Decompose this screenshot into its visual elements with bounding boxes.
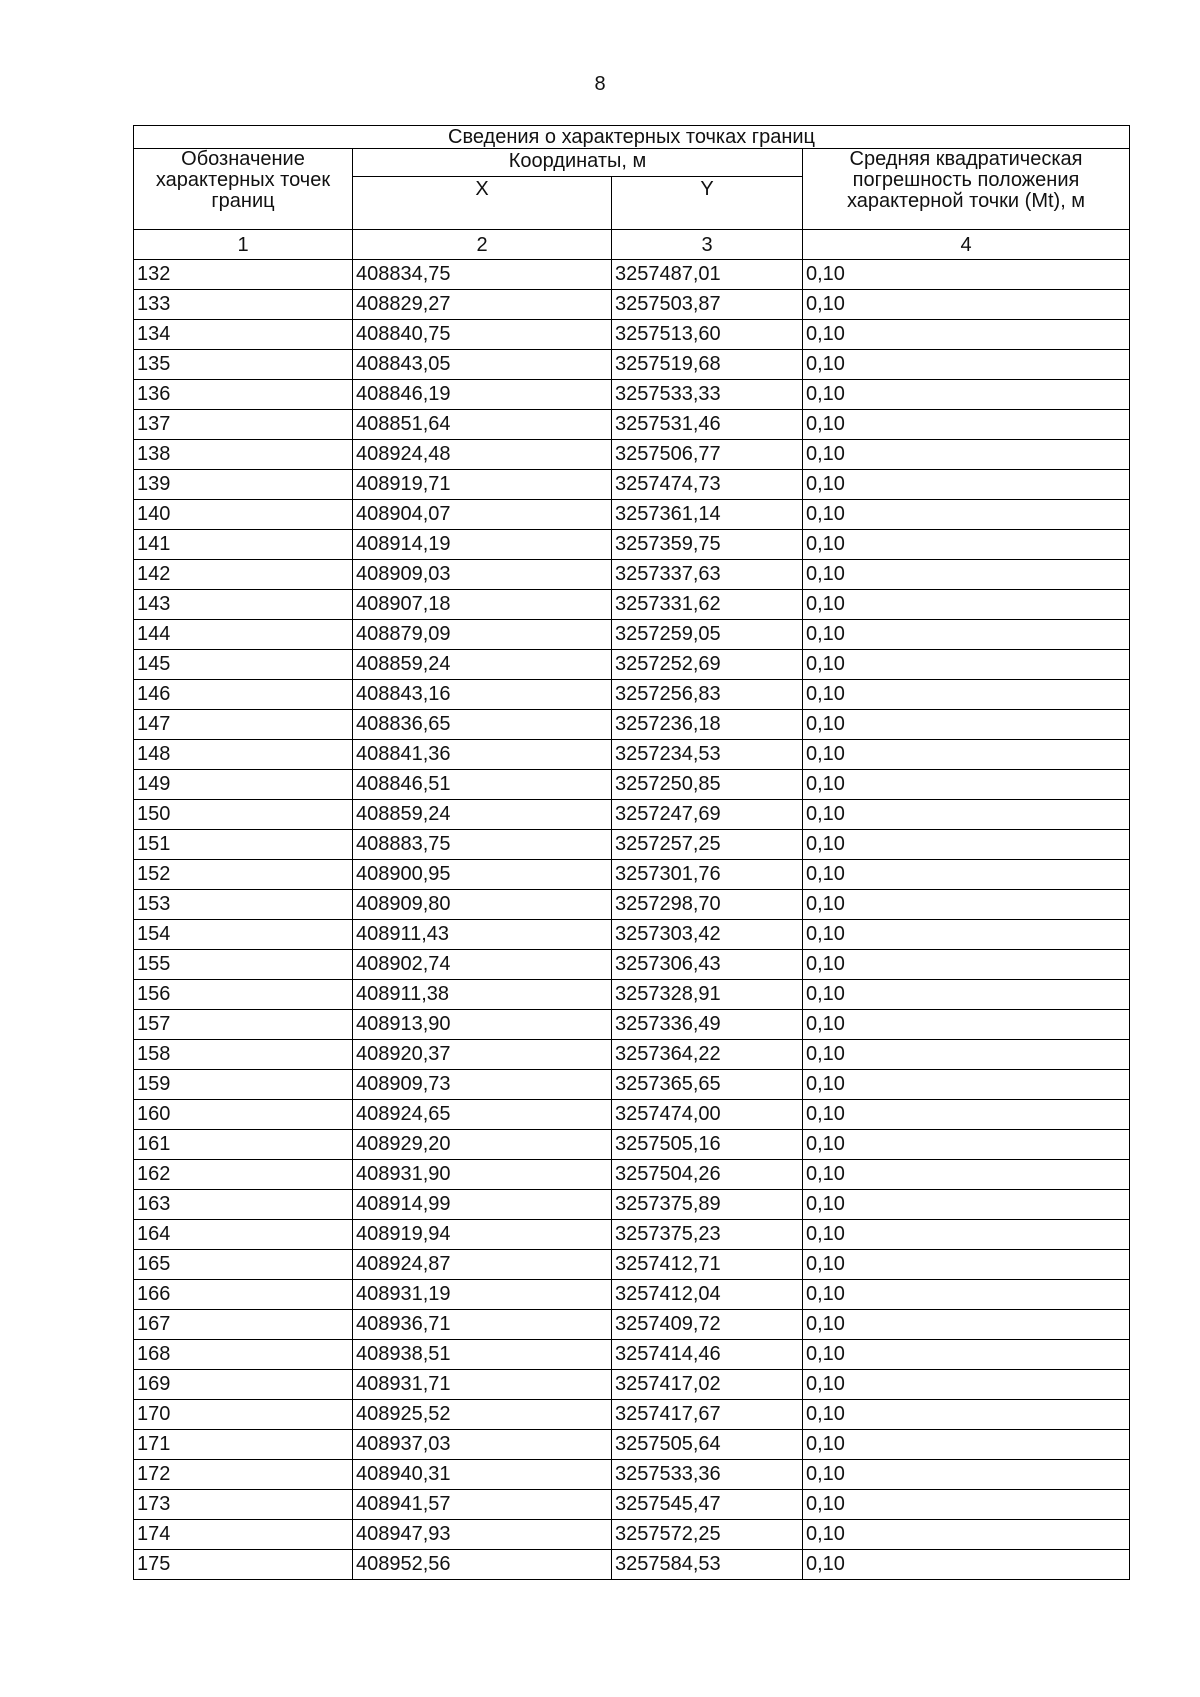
y-coordinate-cell: 3257572,25: [612, 1520, 803, 1550]
error-cell: 0,10: [803, 800, 1130, 830]
table-row: [134, 680, 1130, 710]
error-cell: 0,10: [803, 500, 1130, 530]
y-coordinate-cell: 3257298,70: [612, 890, 803, 920]
table-body: [134, 260, 1130, 1580]
x-coordinate-cell: 408900,95: [353, 860, 612, 890]
x-coordinate-cell: 408907,18: [353, 590, 612, 620]
x-coordinate-cell: 408920,37: [353, 1040, 612, 1070]
x-coordinate-cell: 408846,51: [353, 770, 612, 800]
point-id-cell: 140: [134, 500, 353, 530]
point-id-cell: 139: [134, 470, 353, 500]
y-coordinate-cell: 3257361,14: [612, 500, 803, 530]
y-coordinate-cell: 3257259,05: [612, 620, 803, 650]
col-number-2: 2: [353, 230, 612, 260]
x-coordinate-cell: 408911,43: [353, 920, 612, 950]
table-row: [134, 590, 1130, 620]
error-cell: 0,10: [803, 1100, 1130, 1130]
x-coordinate-cell: 408851,64: [353, 410, 612, 440]
point-id-cell: 143: [134, 590, 353, 620]
error-cell: 0,10: [803, 1160, 1130, 1190]
point-id-cell: 173: [134, 1490, 353, 1520]
y-coordinate-cell: 3257506,77: [612, 440, 803, 470]
table-row: [134, 740, 1130, 770]
x-coordinate-cell: 408909,73: [353, 1070, 612, 1100]
error-cell: 0,10: [803, 650, 1130, 680]
error-cell: 0,10: [803, 440, 1130, 470]
y-coordinate-cell: 3257545,47: [612, 1490, 803, 1520]
table-row: [134, 1460, 1130, 1490]
table-row: [134, 800, 1130, 830]
table-row: [134, 710, 1130, 740]
x-coordinate-cell: 408914,99: [353, 1190, 612, 1220]
error-cell: 0,10: [803, 1010, 1130, 1040]
x-coordinate-cell: 408931,19: [353, 1280, 612, 1310]
error-cell: 0,10: [803, 1070, 1130, 1100]
table-row: [134, 620, 1130, 650]
point-id-cell: 152: [134, 860, 353, 890]
x-coordinate-cell: 408937,03: [353, 1430, 612, 1460]
error-cell: 0,10: [803, 560, 1130, 590]
x-coordinate-cell: 408836,65: [353, 710, 612, 740]
x-coordinate-cell: 408929,20: [353, 1130, 612, 1160]
point-id-cell: 137: [134, 410, 353, 440]
col-number-3: 3: [612, 230, 803, 260]
point-id-cell: 135: [134, 350, 353, 380]
y-coordinate-cell: 3257412,71: [612, 1250, 803, 1280]
y-coordinate-cell: 3257474,00: [612, 1100, 803, 1130]
error-cell: 0,10: [803, 830, 1130, 860]
x-coordinate-cell: 408925,52: [353, 1400, 612, 1430]
error-cell: 0,10: [803, 740, 1130, 770]
error-cell: 0,10: [803, 290, 1130, 320]
table-row: [134, 1010, 1130, 1040]
x-coordinate-cell: 408952,56: [353, 1550, 612, 1580]
x-coordinate-cell: 408843,16: [353, 680, 612, 710]
point-id-cell: 162: [134, 1160, 353, 1190]
table-row: [134, 530, 1130, 560]
point-id-cell: 164: [134, 1220, 353, 1250]
point-id-cell: 150: [134, 800, 353, 830]
table-row: [134, 1190, 1130, 1220]
y-coordinate-cell: 3257533,36: [612, 1460, 803, 1490]
error-cell: 0,10: [803, 1430, 1130, 1460]
point-id-cell: 148: [134, 740, 353, 770]
y-coordinate-cell: 3257531,46: [612, 410, 803, 440]
point-id-cell: 144: [134, 620, 353, 650]
x-coordinate-cell: 408883,75: [353, 830, 612, 860]
table-row: [134, 500, 1130, 530]
x-coordinate-cell: 408859,24: [353, 650, 612, 680]
y-coordinate-cell: 3257365,65: [612, 1070, 803, 1100]
point-id-cell: 171: [134, 1430, 353, 1460]
point-id-cell: 160: [134, 1100, 353, 1130]
y-coordinate-cell: 3257504,26: [612, 1160, 803, 1190]
y-coordinate-cell: 3257301,76: [612, 860, 803, 890]
error-cell: 0,10: [803, 1130, 1130, 1160]
x-coordinate-cell: 408940,31: [353, 1460, 612, 1490]
table-row: [134, 1430, 1130, 1460]
col-header-error: Средняя квадратическая погрешность положения характерной точки (Mt), м: [803, 149, 1130, 230]
x-coordinate-cell: 408840,75: [353, 320, 612, 350]
x-coordinate-cell: 408938,51: [353, 1340, 612, 1370]
table-row: [134, 440, 1130, 470]
table-row: [134, 290, 1130, 320]
table-title: Сведения о характерных точках границ: [134, 126, 1130, 149]
x-coordinate-cell: 408947,93: [353, 1520, 612, 1550]
error-cell: 0,10: [803, 770, 1130, 800]
error-cell: 0,10: [803, 530, 1130, 560]
x-coordinate-cell: 408859,24: [353, 800, 612, 830]
x-coordinate-cell: 408843,05: [353, 350, 612, 380]
point-id-cell: 156: [134, 980, 353, 1010]
x-coordinate-cell: 408911,38: [353, 980, 612, 1010]
y-coordinate-cell: 3257519,68: [612, 350, 803, 380]
table-row: [134, 770, 1130, 800]
y-coordinate-cell: 3257412,04: [612, 1280, 803, 1310]
y-coordinate-cell: 3257409,72: [612, 1310, 803, 1340]
table-row: [134, 890, 1130, 920]
x-coordinate-cell: 408919,71: [353, 470, 612, 500]
error-cell: 0,10: [803, 380, 1130, 410]
table-row: [134, 260, 1130, 290]
table-row: [134, 830, 1130, 860]
y-coordinate-cell: 3257513,60: [612, 320, 803, 350]
x-coordinate-cell: 408834,75: [353, 260, 612, 290]
error-cell: 0,10: [803, 1520, 1130, 1550]
point-id-cell: 132: [134, 260, 353, 290]
point-id-cell: 161: [134, 1130, 353, 1160]
error-cell: 0,10: [803, 1550, 1130, 1580]
table-row: [134, 350, 1130, 380]
table-row: [134, 560, 1130, 590]
error-cell: 0,10: [803, 710, 1130, 740]
y-coordinate-cell: 3257505,16: [612, 1130, 803, 1160]
x-coordinate-cell: 408913,90: [353, 1010, 612, 1040]
error-cell: 0,10: [803, 1040, 1130, 1070]
y-coordinate-cell: 3257505,64: [612, 1430, 803, 1460]
y-coordinate-cell: 3257336,49: [612, 1010, 803, 1040]
x-coordinate-cell: 408914,19: [353, 530, 612, 560]
point-id-cell: 172: [134, 1460, 353, 1490]
point-id-cell: 157: [134, 1010, 353, 1040]
x-coordinate-cell: 408924,48: [353, 440, 612, 470]
error-cell: 0,10: [803, 1490, 1130, 1520]
point-id-cell: 155: [134, 950, 353, 980]
error-cell: 0,10: [803, 1400, 1130, 1430]
table-row: [134, 1280, 1130, 1310]
table-row: [134, 1250, 1130, 1280]
y-coordinate-cell: 3257328,91: [612, 980, 803, 1010]
x-coordinate-cell: 408924,87: [353, 1250, 612, 1280]
table-row: [134, 1340, 1130, 1370]
table-row: [134, 380, 1130, 410]
error-cell: 0,10: [803, 1280, 1130, 1310]
table-row: [134, 980, 1130, 1010]
x-coordinate-cell: 408841,36: [353, 740, 612, 770]
y-coordinate-cell: 3257417,02: [612, 1370, 803, 1400]
y-coordinate-cell: 3257256,83: [612, 680, 803, 710]
y-coordinate-cell: 3257236,18: [612, 710, 803, 740]
table-row: [134, 1100, 1130, 1130]
y-coordinate-cell: 3257487,01: [612, 260, 803, 290]
point-id-cell: 174: [134, 1520, 353, 1550]
col-header-point: Обозначение характерных точек границ: [134, 149, 353, 230]
point-id-cell: 175: [134, 1550, 353, 1580]
error-cell: 0,10: [803, 1250, 1130, 1280]
point-id-cell: 151: [134, 830, 353, 860]
x-coordinate-cell: 408931,71: [353, 1370, 612, 1400]
page-number: 8: [594, 73, 606, 95]
error-cell: 0,10: [803, 620, 1130, 650]
y-coordinate-cell: 3257533,33: [612, 380, 803, 410]
x-coordinate-cell: 408829,27: [353, 290, 612, 320]
col-header-y: Y: [612, 177, 803, 230]
y-coordinate-cell: 3257250,85: [612, 770, 803, 800]
table-row: [134, 1130, 1130, 1160]
x-coordinate-cell: 408924,65: [353, 1100, 612, 1130]
table-header: [134, 126, 1130, 260]
table-row: [134, 950, 1130, 980]
table-row: [134, 1490, 1130, 1520]
error-cell: 0,10: [803, 590, 1130, 620]
y-coordinate-cell: 3257331,62: [612, 590, 803, 620]
x-coordinate-cell: 408919,94: [353, 1220, 612, 1250]
y-coordinate-cell: 3257375,23: [612, 1220, 803, 1250]
y-coordinate-cell: 3257234,53: [612, 740, 803, 770]
x-coordinate-cell: 408904,07: [353, 500, 612, 530]
col-number-4: 4: [803, 230, 1130, 260]
y-coordinate-cell: 3257364,22: [612, 1040, 803, 1070]
point-id-cell: 142: [134, 560, 353, 590]
table-row: [134, 920, 1130, 950]
error-cell: 0,10: [803, 1310, 1130, 1340]
error-cell: 0,10: [803, 260, 1130, 290]
error-cell: 0,10: [803, 1340, 1130, 1370]
table-row: [134, 1520, 1130, 1550]
point-id-cell: 165: [134, 1250, 353, 1280]
table-row: [134, 1370, 1130, 1400]
error-cell: 0,10: [803, 860, 1130, 890]
y-coordinate-cell: 3257375,89: [612, 1190, 803, 1220]
point-id-cell: 146: [134, 680, 353, 710]
point-id-cell: 141: [134, 530, 353, 560]
error-cell: 0,10: [803, 1370, 1130, 1400]
x-coordinate-cell: 408879,09: [353, 620, 612, 650]
point-id-cell: 170: [134, 1400, 353, 1430]
point-id-cell: 147: [134, 710, 353, 740]
y-coordinate-cell: 3257414,46: [612, 1340, 803, 1370]
y-coordinate-cell: 3257503,87: [612, 290, 803, 320]
y-coordinate-cell: 3257303,42: [612, 920, 803, 950]
y-coordinate-cell: 3257247,69: [612, 800, 803, 830]
y-coordinate-cell: 3257359,75: [612, 530, 803, 560]
point-id-cell: 168: [134, 1340, 353, 1370]
table-row: [134, 650, 1130, 680]
table-row: [134, 1310, 1130, 1340]
error-cell: 0,10: [803, 890, 1130, 920]
y-coordinate-cell: 3257474,73: [612, 470, 803, 500]
point-id-cell: 159: [134, 1070, 353, 1100]
point-id-cell: 166: [134, 1280, 353, 1310]
point-id-cell: 134: [134, 320, 353, 350]
characteristic-points-table: [133, 125, 1130, 1580]
table-row: [134, 1070, 1130, 1100]
table-row: [134, 1220, 1130, 1250]
x-coordinate-cell: 408936,71: [353, 1310, 612, 1340]
error-cell: 0,10: [803, 950, 1130, 980]
table-row: [134, 1160, 1130, 1190]
y-coordinate-cell: 3257252,69: [612, 650, 803, 680]
table-row: [134, 410, 1130, 440]
x-coordinate-cell: 408909,80: [353, 890, 612, 920]
error-cell: 0,10: [803, 320, 1130, 350]
x-coordinate-cell: 408941,57: [353, 1490, 612, 1520]
error-cell: 0,10: [803, 350, 1130, 380]
x-coordinate-cell: 408909,03: [353, 560, 612, 590]
col-number-1: 1: [134, 230, 353, 260]
error-cell: 0,10: [803, 410, 1130, 440]
error-cell: 0,10: [803, 470, 1130, 500]
col-header-x: X: [353, 177, 612, 230]
x-coordinate-cell: 408846,19: [353, 380, 612, 410]
error-cell: 0,10: [803, 1190, 1130, 1220]
point-id-cell: 145: [134, 650, 353, 680]
point-id-cell: 153: [134, 890, 353, 920]
table-row: [134, 470, 1130, 500]
table-row: [134, 860, 1130, 890]
table-row: [134, 1550, 1130, 1580]
point-id-cell: 149: [134, 770, 353, 800]
y-coordinate-cell: 3257584,53: [612, 1550, 803, 1580]
error-cell: 0,10: [803, 680, 1130, 710]
table-row: [134, 320, 1130, 350]
y-coordinate-cell: 3257337,63: [612, 560, 803, 590]
point-id-cell: 154: [134, 920, 353, 950]
y-coordinate-cell: 3257306,43: [612, 950, 803, 980]
error-cell: 0,10: [803, 1220, 1130, 1250]
point-id-cell: 158: [134, 1040, 353, 1070]
table-row: [134, 1400, 1130, 1430]
point-id-cell: 138: [134, 440, 353, 470]
table-row: [134, 1040, 1130, 1070]
y-coordinate-cell: 3257417,67: [612, 1400, 803, 1430]
error-cell: 0,10: [803, 1460, 1130, 1490]
point-id-cell: 136: [134, 380, 353, 410]
x-coordinate-cell: 408902,74: [353, 950, 612, 980]
y-coordinate-cell: 3257257,25: [612, 830, 803, 860]
col-header-coordinates: Координаты, м: [353, 149, 803, 177]
point-id-cell: 163: [134, 1190, 353, 1220]
point-id-cell: 169: [134, 1370, 353, 1400]
x-coordinate-cell: 408931,90: [353, 1160, 612, 1190]
point-id-cell: 167: [134, 1310, 353, 1340]
error-cell: 0,10: [803, 980, 1130, 1010]
point-id-cell: 133: [134, 290, 353, 320]
error-cell: 0,10: [803, 920, 1130, 950]
